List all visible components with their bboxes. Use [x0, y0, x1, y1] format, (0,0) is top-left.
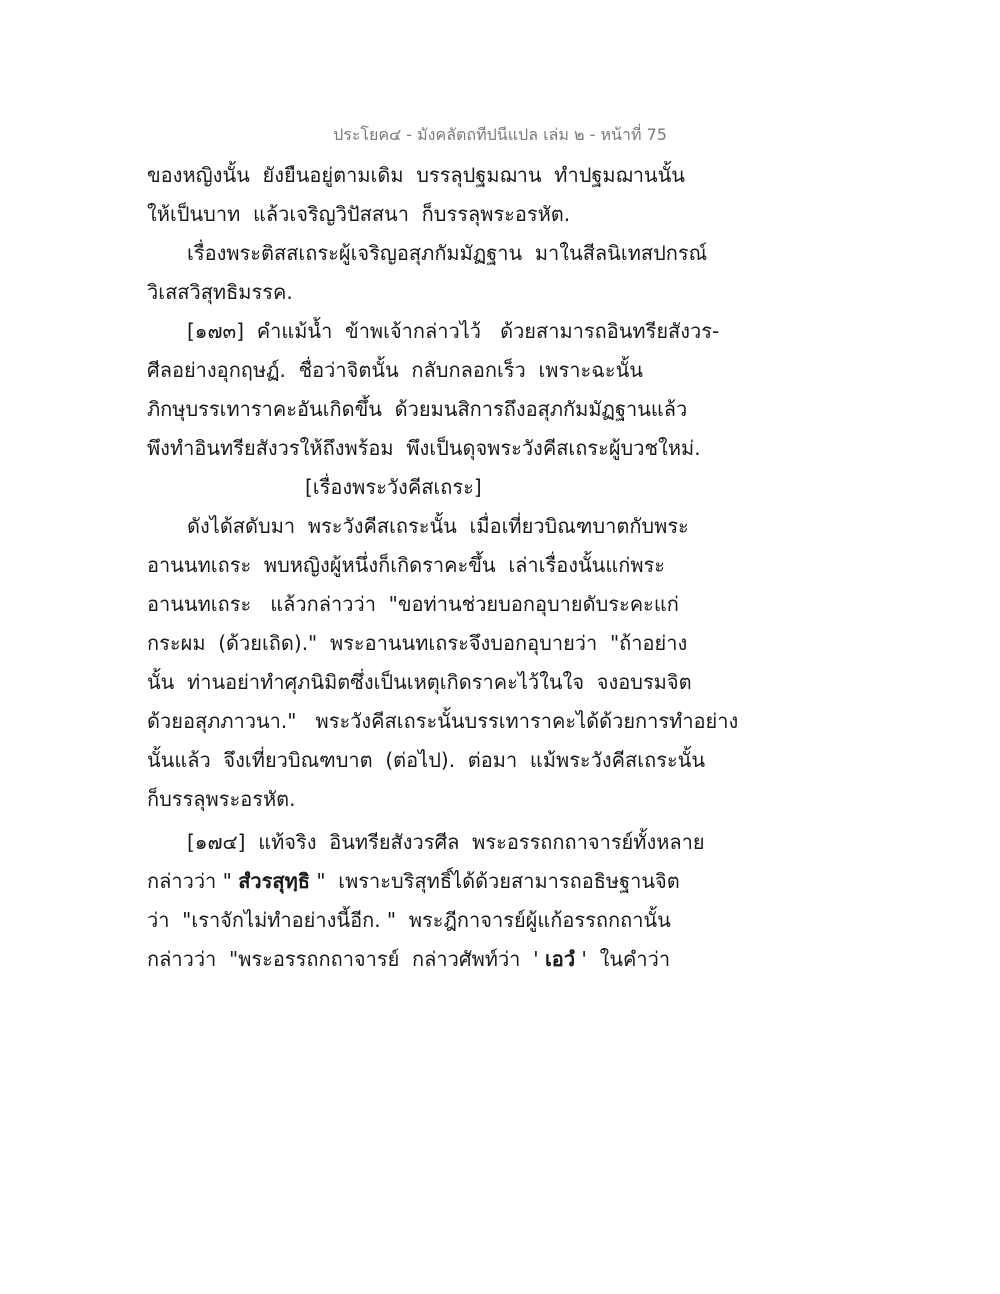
paragraph-start-line: ดังได้สดับมา พระวังคีสเถระนั้น เมื่อเที่ยวบิณฑบาตกับพระ	[187, 514, 689, 538]
text-line: ว่า "เราจักไม่ทำอย่างนี้อีก. " พระฎีกาจารย์ผู้แก้อรรถกถานั้น	[147, 908, 671, 932]
text-line: ด้วยอสุภภาวนา." พระวังคีสเถระนั้นบรรเทาราคะได้ด้วยการทำอย่าง	[147, 709, 739, 733]
text-line	[147, 862, 907, 901]
text-segment: ' ในคำว่า	[575, 947, 671, 971]
running-header: ประโยค๔ - มังคลัตถทีปนีแปล เล่ม ๒ - หน้าที่ 75	[333, 125, 667, 144]
body-text	[147, 156, 907, 979]
paragraph-start-line: [๑๗๔] แท้จริง อินทรียสังวรศีล พระอรรถกถาจารย์ทั้งหลาย	[187, 830, 705, 854]
text-line: กระผม (ด้วยเถิด)." พระอานนทเถระจึงบอกอุบายว่า "ถ้าอย่าง	[147, 631, 688, 655]
text-segment: กล่าวว่า "	[147, 869, 239, 893]
text-line: ให้เป็นบาท แล้วเจริญวิปัสสนา ก็บรรลุพระอรหัต.	[147, 202, 571, 226]
text-line: นั้นแล้ว จึงเที่ยวบิณฑบาต (ต่อไป). ต่อมา แม้พระวังคีสเถระนั้น	[147, 748, 706, 772]
section-heading: [เรื่องพระวังคีสเถระ]	[305, 475, 482, 499]
text-line: ภิกษุบรรเทาราคะอันเกิดขึ้น ด้วยมนสิการถึงอสุภกัมมัฏฐานแล้ว	[147, 397, 688, 421]
text-line: นั้น ท่านอย่าทำศุภนิมิตซึ่งเป็นเหตุเกิดราคะไว้ในใจ จงอบรมจิต	[147, 670, 692, 694]
text-line: ของหญิงนั้น ยังยืนอยู่ตามเดิม บรรลุปฐมฌาน ทำปฐมฌานนั้น	[147, 163, 685, 187]
text-line: ศีลอย่างอุกฤษฏ์. ชื่อว่าจิตนั้น กลับกลอกเร็ว เพราะฉะนั้น	[147, 358, 643, 382]
text-segment: กล่าวว่า "พระอรรถกถาจารย์ กล่าวศัพท์ว่า '	[147, 947, 545, 971]
text-line: อานนทเถระ พบหญิงผู้หนึ่งก็เกิดราคะขึ้น เล่าเรื่องนั้นแก่พระ	[147, 553, 666, 577]
paragraph-start-line: เรื่องพระติสสเถระผู้เจริญอสุภกัมมัฏฐาน มาในสีลนิเทสปกรณ์	[187, 241, 708, 265]
text-line: วิเสสวิสุทธิมรรค.	[147, 280, 293, 304]
text-line: อานนทเถระ แล้วกล่าวว่า "ขอท่านช่วยบอกอุบายดับระคะแก่	[147, 592, 679, 616]
text-line: พึงทำอินทรียสังวรให้ถึงพร้อม พึงเป็นดุจพระวังคีสเถระผู้บวชใหม่.	[147, 436, 701, 460]
paragraph-start-line: [๑๗๓] คำแม้น้ำ ข้าพเจ้ากล่าวไว้ ด้วยสามารถอินทรียสังวร-	[187, 319, 720, 343]
text-line: ก็บรรลุพระอรหัต.	[147, 787, 296, 811]
bold-pali-term: สํวรสุทฺธิ	[238, 869, 310, 893]
text-line	[147, 940, 907, 979]
bold-pali-term: เอวํ	[544, 947, 576, 971]
text-segment: " เพราะบริสุทธิ์ได้ด้วยสามารถอธิษฐานจิต	[309, 869, 680, 893]
